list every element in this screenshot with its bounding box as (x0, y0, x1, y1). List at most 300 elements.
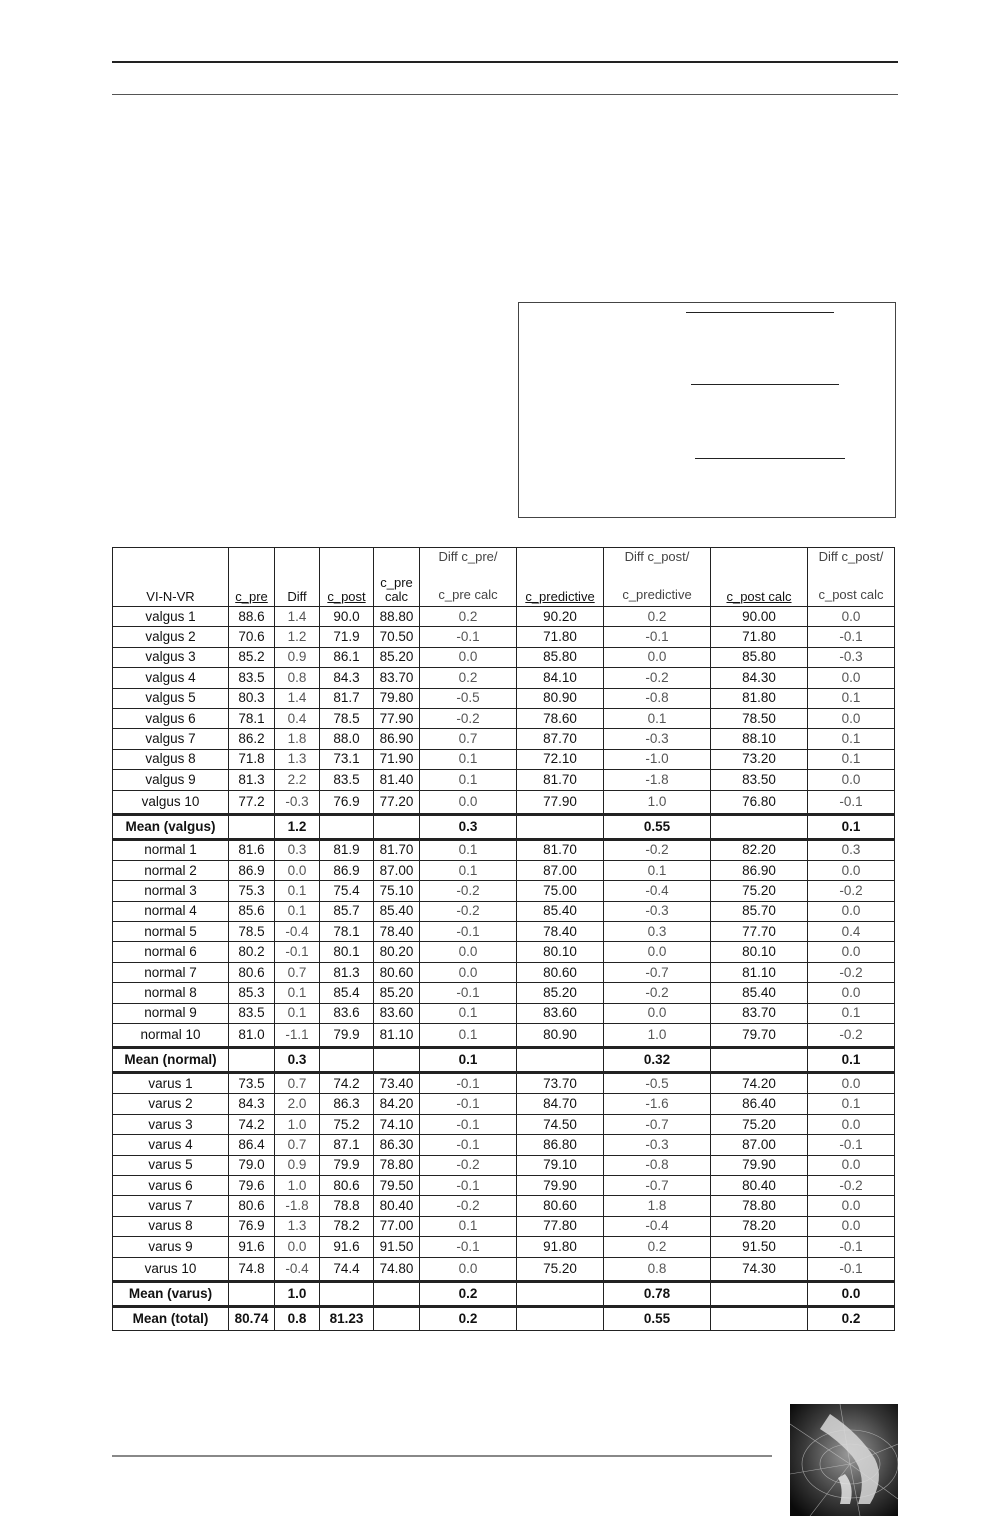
cell-diff-post-calc: -0.3 (808, 647, 895, 667)
cell-c-predictive: 86.80 (517, 1135, 604, 1155)
cell-diff-post-pred: 0.55 (604, 814, 711, 839)
table-row (113, 983, 895, 1003)
cell-c-post: 86.3 (320, 1094, 374, 1114)
cell-label: varus 2 (113, 1094, 229, 1114)
cell-c-post-calc: 87.00 (711, 1135, 808, 1155)
cell-label: varus 4 (113, 1135, 229, 1155)
cell-c-pre: 83.5 (229, 668, 275, 688)
formula-fraction-line-1 (686, 312, 834, 313)
cell-diff-post-calc: 0.1 (808, 729, 895, 749)
cell-c-pre: 71.8 (229, 749, 275, 769)
table-row (113, 962, 895, 982)
cell-c-post: 84.3 (320, 668, 374, 688)
cell-diff-pre: 0.2 (420, 668, 517, 688)
cell-c-post: 76.9 (320, 790, 374, 814)
cell-c-pre: 70.6 (229, 627, 275, 647)
cell-c-predictive: 80.90 (517, 688, 604, 708)
cell-c-predictive (517, 1306, 604, 1330)
cell-c-pre-calc: 81.70 (374, 839, 420, 860)
cell-diff-post-pred: 1.0 (604, 1024, 711, 1048)
cell-label: varus 1 (113, 1073, 229, 1094)
cell-c-post-calc: 78.80 (711, 1196, 808, 1216)
cell-diff: 0.7 (275, 962, 320, 982)
cell-diff-post-calc: -0.2 (808, 1024, 895, 1048)
cell-diff-post-pred: -0.1 (604, 627, 711, 647)
cell-diff-post-calc: -0.1 (808, 1257, 895, 1281)
cell-diff: 0.3 (275, 839, 320, 860)
cell-diff-post-calc: 0.0 (808, 1073, 895, 1094)
cell-label: normal 7 (113, 962, 229, 982)
top-rule (112, 61, 898, 63)
cell-label: Mean (varus) (113, 1281, 229, 1306)
cell-c-post-calc (711, 1048, 808, 1073)
cell-c-post-calc: 90.00 (711, 607, 808, 627)
cell-diff: 0.4 (275, 708, 320, 728)
cell-label: Mean (valgus) (113, 814, 229, 839)
cell-c-pre: 79.0 (229, 1155, 275, 1175)
table-row (113, 1237, 895, 1257)
header-diff-c-post-pred-bottom: c_predictive (622, 587, 692, 602)
cell-c-predictive: 74.50 (517, 1114, 604, 1134)
cell-diff-pre: 0.2 (420, 1306, 517, 1330)
cell-label: valgus 5 (113, 688, 229, 708)
formula-fraction-line-3 (695, 458, 845, 459)
cell-c-predictive: 77.80 (517, 1216, 604, 1236)
cell-diff-post-calc: 0.1 (808, 749, 895, 769)
cell-label: valgus 6 (113, 708, 229, 728)
cell-diff-post-calc: 0.4 (808, 922, 895, 942)
cell-c-post: 78.5 (320, 708, 374, 728)
cell-diff-pre: -0.2 (420, 1196, 517, 1216)
cell-c-pre: 84.3 (229, 1094, 275, 1114)
cell-label: normal 3 (113, 881, 229, 901)
table-row (113, 1114, 895, 1134)
cell-c-post-calc: 83.70 (711, 1003, 808, 1023)
cell-diff-post-calc: 0.0 (808, 708, 895, 728)
cell-c-pre-calc: 74.80 (374, 1257, 420, 1281)
cell-c-post: 78.2 (320, 1216, 374, 1236)
cell-c-predictive: 75.00 (517, 881, 604, 901)
cell-c-post-calc: 85.40 (711, 983, 808, 1003)
cell-diff-pre: -0.1 (420, 627, 517, 647)
cell-diff-post-calc: 0.0 (808, 607, 895, 627)
cell-c-predictive: 85.40 (517, 901, 604, 921)
cell-c-predictive: 77.90 (517, 790, 604, 814)
cell-diff-pre: 0.2 (420, 1281, 517, 1306)
header-c-pre-calc: c_pre calc (374, 548, 420, 607)
cell-c-pre: 86.4 (229, 1135, 275, 1155)
cell-diff: 2.0 (275, 1094, 320, 1114)
footer-rule (112, 1455, 772, 1457)
table-header-row (113, 548, 895, 607)
cell-c-pre: 81.3 (229, 770, 275, 790)
cell-diff-pre: -0.2 (420, 881, 517, 901)
cell-c-post-calc: 78.20 (711, 1216, 808, 1236)
cell-c-post-calc: 80.40 (711, 1175, 808, 1195)
header-diff-c-post-c-post-calc (808, 548, 895, 607)
cell-label: normal 6 (113, 942, 229, 962)
cell-diff-post-pred: -0.3 (604, 1135, 711, 1155)
cell-c-pre-calc: 80.40 (374, 1196, 420, 1216)
header-diff-c-post-calc-bottom: c_post calc (818, 587, 884, 602)
cell-c-post: 85.7 (320, 901, 374, 921)
cell-c-post: 86.9 (320, 860, 374, 880)
cell-diff-post-pred: -0.8 (604, 688, 711, 708)
cell-c-predictive: 73.70 (517, 1073, 604, 1094)
cell-c-post-calc: 81.10 (711, 962, 808, 982)
cell-diff-pre: 0.0 (420, 1257, 517, 1281)
cell-c-post: 74.4 (320, 1257, 374, 1281)
cell-c-post-calc: 86.40 (711, 1094, 808, 1114)
cell-diff-post-pred: -0.3 (604, 901, 711, 921)
cell-diff-post-pred: -0.2 (604, 839, 711, 860)
header-diff-c-post-calc-top: Diff c_post/ (818, 549, 884, 564)
cell-diff: 1.2 (275, 627, 320, 647)
table-row (113, 627, 895, 647)
cell-label: normal 9 (113, 1003, 229, 1023)
cell-c-post: 81.23 (320, 1306, 374, 1330)
cell-label: valgus 1 (113, 607, 229, 627)
cell-c-pre-calc: 85.20 (374, 647, 420, 667)
cell-diff-pre: 0.1 (420, 1216, 517, 1236)
mean-row (113, 814, 895, 839)
table-row (113, 749, 895, 769)
table-row (113, 708, 895, 728)
cell-c-pre-calc: 74.10 (374, 1114, 420, 1134)
cell-c-pre: 78.5 (229, 922, 275, 942)
cell-c-post: 74.2 (320, 1073, 374, 1094)
cell-diff-pre: 0.7 (420, 729, 517, 749)
cell-c-post: 83.5 (320, 770, 374, 790)
cell-c-pre-calc: 88.80 (374, 607, 420, 627)
cell-diff: 0.0 (275, 1237, 320, 1257)
cell-c-post-calc: 83.50 (711, 770, 808, 790)
cell-diff-post-calc: 0.0 (808, 983, 895, 1003)
cell-diff: -0.4 (275, 1257, 320, 1281)
cell-diff-post-pred: -0.4 (604, 881, 711, 901)
cell-diff-post-calc: 0.1 (808, 1094, 895, 1114)
cell-label: valgus 4 (113, 668, 229, 688)
cell-c-pre-calc: 77.00 (374, 1216, 420, 1236)
table-row (113, 647, 895, 667)
cell-diff-pre: 0.1 (420, 839, 517, 860)
cell-c-post: 91.6 (320, 1237, 374, 1257)
cell-diff: 0.1 (275, 1003, 320, 1023)
cell-c-pre: 80.6 (229, 1196, 275, 1216)
cell-diff-post-calc: 0.1 (808, 1048, 895, 1073)
cell-diff-post-pred: -1.0 (604, 749, 711, 769)
header-c-predictive: c_predictive (517, 548, 604, 607)
cell-c-pre-calc: 80.20 (374, 942, 420, 962)
cell-label: varus 7 (113, 1196, 229, 1216)
cell-diff: 1.4 (275, 607, 320, 627)
cell-diff-post-pred: -0.5 (604, 1073, 711, 1094)
cell-diff-post-calc: 0.0 (808, 668, 895, 688)
cell-diff-post-calc: 0.0 (808, 1196, 895, 1216)
cell-c-post (320, 814, 374, 839)
cell-label: normal 5 (113, 922, 229, 942)
cell-diff-pre: 0.0 (420, 647, 517, 667)
cell-c-post-calc: 71.80 (711, 627, 808, 647)
cell-c-predictive: 81.70 (517, 770, 604, 790)
cell-diff-pre: -0.2 (420, 708, 517, 728)
cell-diff-post-pred: 0.78 (604, 1281, 711, 1306)
cell-c-pre: 74.2 (229, 1114, 275, 1134)
cell-c-post-calc: 79.90 (711, 1155, 808, 1175)
cell-diff-post-pred: -0.8 (604, 1155, 711, 1175)
cell-c-post: 80.6 (320, 1175, 374, 1195)
cell-c-pre-calc: 91.50 (374, 1237, 420, 1257)
cell-c-predictive: 72.10 (517, 749, 604, 769)
cell-c-post: 80.1 (320, 942, 374, 962)
cell-c-predictive: 85.80 (517, 647, 604, 667)
cell-diff: 0.1 (275, 901, 320, 921)
cell-diff-post-calc: 0.1 (808, 688, 895, 708)
cell-c-predictive: 78.40 (517, 922, 604, 942)
cell-diff-post-calc: 0.1 (808, 1003, 895, 1023)
cell-c-pre-calc: 81.40 (374, 770, 420, 790)
cell-diff: -1.8 (275, 1196, 320, 1216)
cell-label: varus 3 (113, 1114, 229, 1134)
cell-c-pre-calc: 80.60 (374, 962, 420, 982)
cell-c-predictive: 79.10 (517, 1155, 604, 1175)
cell-diff-pre: 0.3 (420, 814, 517, 839)
cell-diff-post-pred: -0.7 (604, 1175, 711, 1195)
cell-c-post-calc: 75.20 (711, 881, 808, 901)
cell-diff-pre: -0.1 (420, 983, 517, 1003)
cell-diff-post-pred: -0.4 (604, 1216, 711, 1236)
cell-diff: -1.1 (275, 1024, 320, 1048)
cell-diff: -0.4 (275, 922, 320, 942)
table-row (113, 790, 895, 814)
cell-c-post (320, 1281, 374, 1306)
cell-c-post: 81.9 (320, 839, 374, 860)
cell-diff-post-calc: -0.1 (808, 1135, 895, 1155)
table-row (113, 1257, 895, 1281)
cell-c-predictive (517, 814, 604, 839)
table-row (113, 1003, 895, 1023)
cell-diff: -0.3 (275, 790, 320, 814)
cell-c-pre-calc: 77.90 (374, 708, 420, 728)
cell-diff-post-calc: 0.1 (808, 814, 895, 839)
cell-diff: 0.1 (275, 983, 320, 1003)
cell-c-predictive: 80.60 (517, 962, 604, 982)
cell-c-pre: 80.74 (229, 1306, 275, 1330)
cell-c-pre: 85.6 (229, 901, 275, 921)
cell-diff: 0.8 (275, 1306, 320, 1330)
cell-diff-post-calc: 0.0 (808, 1216, 895, 1236)
cell-c-pre-calc: 79.50 (374, 1175, 420, 1195)
cell-diff-post-pred: 0.1 (604, 860, 711, 880)
cell-diff-post-calc: -0.1 (808, 627, 895, 647)
cell-diff-post-calc: 0.3 (808, 839, 895, 860)
cell-diff-post-pred: -1.6 (604, 1094, 711, 1114)
cell-c-predictive: 90.20 (517, 607, 604, 627)
cell-c-predictive: 87.70 (517, 729, 604, 749)
cell-c-post: 71.9 (320, 627, 374, 647)
header-c-post-calc: c_post calc (711, 548, 808, 607)
cell-diff-pre: -0.1 (420, 1073, 517, 1094)
formula-fraction-line-2 (691, 384, 839, 385)
cell-diff-post-pred: -0.7 (604, 962, 711, 982)
cell-c-post-calc: 80.10 (711, 942, 808, 962)
cell-c-post: 87.1 (320, 1135, 374, 1155)
cell-c-pre: 75.3 (229, 881, 275, 901)
cell-c-post-calc: 77.70 (711, 922, 808, 942)
table-row (113, 729, 895, 749)
cell-label: normal 2 (113, 860, 229, 880)
cell-diff-post-pred: -0.3 (604, 729, 711, 749)
cell-diff-post-pred: 0.1 (604, 708, 711, 728)
cell-c-post-calc: 88.10 (711, 729, 808, 749)
cell-c-pre-calc: 85.20 (374, 983, 420, 1003)
cell-c-pre-calc: 85.40 (374, 901, 420, 921)
table-row (113, 770, 895, 790)
cell-c-pre-calc: 84.20 (374, 1094, 420, 1114)
cell-diff-post-pred: 0.32 (604, 1048, 711, 1073)
cell-c-pre: 80.6 (229, 962, 275, 982)
cell-diff: 0.1 (275, 881, 320, 901)
cell-c-post-calc (711, 1306, 808, 1330)
cell-c-predictive: 91.80 (517, 1237, 604, 1257)
cell-label: Mean (normal) (113, 1048, 229, 1073)
cell-label: varus 9 (113, 1237, 229, 1257)
cell-c-pre-calc: 83.70 (374, 668, 420, 688)
cell-label: valgus 9 (113, 770, 229, 790)
cell-c-post-calc: 76.80 (711, 790, 808, 814)
cell-c-pre: 85.3 (229, 983, 275, 1003)
cell-c-pre-calc: 75.10 (374, 881, 420, 901)
cell-diff-post-calc: 0.0 (808, 860, 895, 880)
cell-c-pre: 73.5 (229, 1073, 275, 1094)
cell-c-post-calc: 79.70 (711, 1024, 808, 1048)
header-diff-c-pre-c-pre-calc (420, 548, 517, 607)
header-vi-n-vr: VI-N-VR (113, 548, 229, 607)
cell-diff-pre: 0.0 (420, 962, 517, 982)
cell-label: normal 10 (113, 1024, 229, 1048)
table-row (113, 881, 895, 901)
cell-c-pre: 77.2 (229, 790, 275, 814)
cell-diff: 1.4 (275, 688, 320, 708)
cell-c-predictive: 84.70 (517, 1094, 604, 1114)
header-diff: Diff (275, 548, 320, 607)
cell-diff: -0.1 (275, 942, 320, 962)
cell-diff-pre: 0.1 (420, 1048, 517, 1073)
cell-diff: 2.2 (275, 770, 320, 790)
cell-diff-pre: -0.1 (420, 1114, 517, 1134)
cell-c-post-calc: 91.50 (711, 1237, 808, 1257)
cell-diff-pre: 0.1 (420, 749, 517, 769)
cell-diff-post-pred: 0.0 (604, 1003, 711, 1023)
cell-label: valgus 2 (113, 627, 229, 647)
cell-label: valgus 3 (113, 647, 229, 667)
cell-diff-post-pred: 0.8 (604, 1257, 711, 1281)
cell-c-post: 78.1 (320, 922, 374, 942)
table-row (113, 1216, 895, 1236)
cell-c-post: 85.4 (320, 983, 374, 1003)
cell-c-pre-calc: 71.90 (374, 749, 420, 769)
cell-c-post (320, 1048, 374, 1073)
cell-c-predictive: 75.20 (517, 1257, 604, 1281)
cell-label: valgus 8 (113, 749, 229, 769)
cell-diff-post-calc: 0.0 (808, 901, 895, 921)
cell-diff: 1.0 (275, 1114, 320, 1134)
cell-label: varus 8 (113, 1216, 229, 1236)
cell-c-pre-calc (374, 1048, 420, 1073)
cell-c-post: 79.9 (320, 1024, 374, 1048)
cell-c-pre: 86.9 (229, 860, 275, 880)
cell-c-post: 83.6 (320, 1003, 374, 1023)
cell-diff-post-calc: 0.0 (808, 1281, 895, 1306)
cell-diff-pre: -0.1 (420, 1237, 517, 1257)
cell-c-post: 88.0 (320, 729, 374, 749)
cell-diff-post-calc: -0.2 (808, 881, 895, 901)
cell-c-post-calc: 75.20 (711, 1114, 808, 1134)
cell-c-pre: 83.5 (229, 1003, 275, 1023)
cell-diff-pre: -0.1 (420, 1094, 517, 1114)
cell-diff: 0.9 (275, 1155, 320, 1175)
cell-c-post: 90.0 (320, 607, 374, 627)
cell-c-pre (229, 1048, 275, 1073)
cell-c-pre: 78.1 (229, 708, 275, 728)
cell-c-predictive (517, 1048, 604, 1073)
cell-c-post: 78.8 (320, 1196, 374, 1216)
cell-c-post-calc: 85.80 (711, 647, 808, 667)
cell-diff-post-calc: 0.0 (808, 942, 895, 962)
cell-c-pre-calc: 86.30 (374, 1135, 420, 1155)
cell-diff-post-pred: 0.3 (604, 922, 711, 942)
cell-diff: 0.7 (275, 1073, 320, 1094)
cell-c-pre: 74.8 (229, 1257, 275, 1281)
cell-diff-post-calc: 0.0 (808, 770, 895, 790)
cell-diff-pre: 0.1 (420, 860, 517, 880)
table-row (113, 607, 895, 627)
cell-c-pre: 91.6 (229, 1237, 275, 1257)
cell-diff-post-calc: 0.0 (808, 1155, 895, 1175)
cell-c-post: 81.3 (320, 962, 374, 982)
cell-c-pre-calc (374, 814, 420, 839)
cell-c-post-calc: 74.30 (711, 1257, 808, 1281)
cell-diff-post-calc: 0.0 (808, 1114, 895, 1134)
cell-diff-post-pred: 0.2 (604, 607, 711, 627)
cell-diff-pre: 0.1 (420, 1024, 517, 1048)
cell-c-post-calc (711, 814, 808, 839)
cell-diff: 0.0 (275, 860, 320, 880)
cell-c-post-calc: 84.30 (711, 668, 808, 688)
cell-diff-post-pred: 0.55 (604, 1306, 711, 1330)
cell-c-post-calc: 86.90 (711, 860, 808, 880)
cell-c-pre: 76.9 (229, 1216, 275, 1236)
journal-logo (790, 1404, 898, 1516)
cell-c-post-calc: 82.20 (711, 839, 808, 860)
cell-c-post-calc: 78.50 (711, 708, 808, 728)
cell-diff-post-calc: -0.1 (808, 1237, 895, 1257)
cell-diff-pre: 0.0 (420, 790, 517, 814)
cell-diff-post-calc: -0.1 (808, 790, 895, 814)
cell-diff-pre: 0.2 (420, 607, 517, 627)
header-rule (112, 94, 898, 95)
cell-diff-pre: 0.1 (420, 770, 517, 790)
cell-diff: 0.3 (275, 1048, 320, 1073)
cell-diff: 1.3 (275, 1216, 320, 1236)
header-diff-c-pre-top: Diff c_pre/ (438, 549, 498, 564)
cell-diff-post-pred: 0.0 (604, 942, 711, 962)
cell-diff-post-calc: -0.2 (808, 962, 895, 982)
cell-c-pre: 88.6 (229, 607, 275, 627)
cell-diff-pre: -0.1 (420, 1175, 517, 1195)
cell-c-predictive: 79.90 (517, 1175, 604, 1195)
cell-diff: 1.2 (275, 814, 320, 839)
